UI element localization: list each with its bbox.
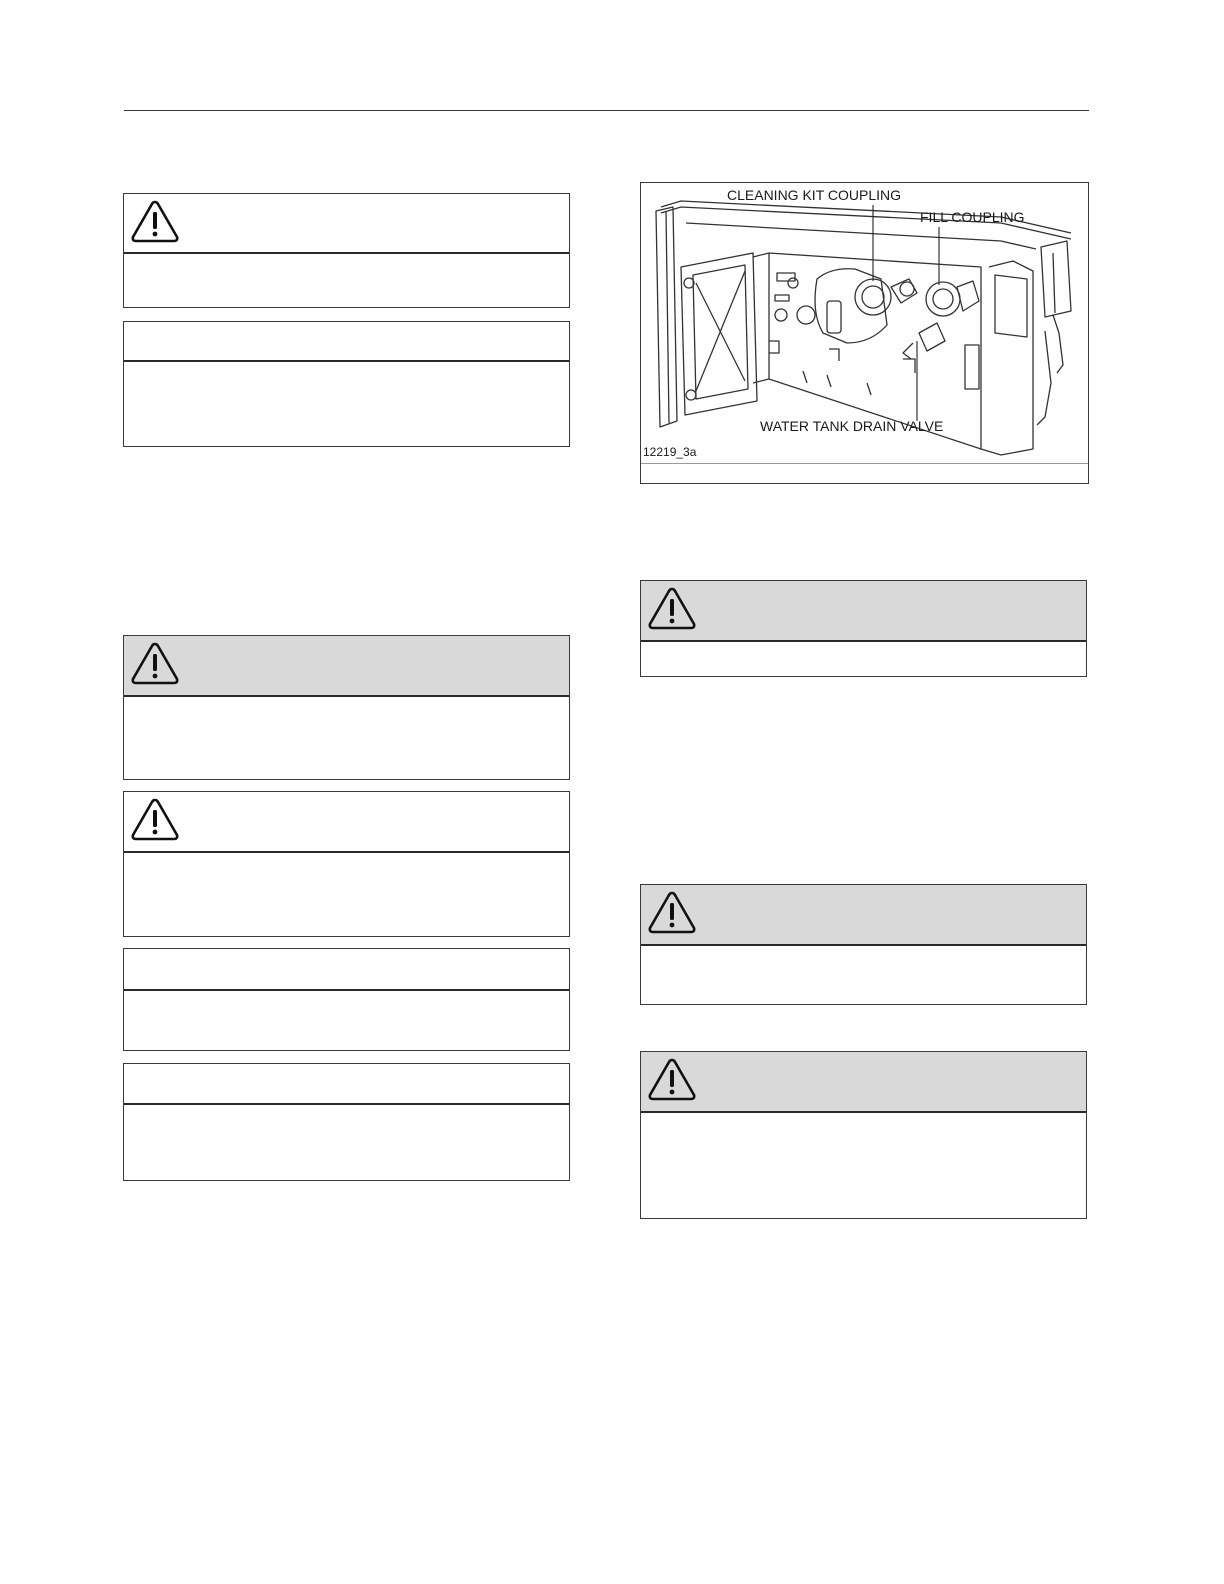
warning-box-2 <box>123 635 570 780</box>
warning-box-4 <box>640 580 1087 677</box>
warning-box-3-header <box>124 792 569 853</box>
fill-coupling-callout: FILL COUPLING <box>920 209 1025 225</box>
warning-box-4-header <box>641 581 1086 642</box>
warning-triangle-icon <box>647 586 697 632</box>
water-tank-drain-valve-callout: WATER TANK DRAIN VALVE <box>760 418 944 434</box>
header-rule <box>124 110 1089 111</box>
notice-box-2 <box>123 948 570 1051</box>
warning-box-1 <box>123 193 570 308</box>
warning-box-2-header <box>124 636 569 697</box>
warning-box-5-header <box>641 885 1086 946</box>
warning-triangle-icon <box>130 199 180 245</box>
warning-box-3 <box>123 791 570 937</box>
cleaning-kit-coupling-callout: CLEANING KIT COUPLING <box>727 187 902 203</box>
warning-box-6-header <box>641 1052 1086 1113</box>
warning-triangle-icon <box>647 1057 697 1103</box>
warning-box-5 <box>640 884 1087 1005</box>
warning-triangle-icon <box>130 797 180 843</box>
warning-box-1-header <box>124 194 569 254</box>
notice-box-2-header <box>124 949 569 991</box>
figure-footer-line <box>641 463 1088 464</box>
warning-triangle-icon <box>647 890 697 936</box>
notice-box-1-header <box>124 322 569 362</box>
notice-box-3-header <box>124 1064 569 1105</box>
warning-triangle-icon <box>130 641 180 687</box>
figure-id-label: 12219_3a <box>643 445 697 459</box>
coupling-figure <box>640 182 1089 484</box>
notice-box-3 <box>123 1063 570 1181</box>
notice-box-1 <box>123 321 570 447</box>
warning-box-6 <box>640 1051 1087 1219</box>
